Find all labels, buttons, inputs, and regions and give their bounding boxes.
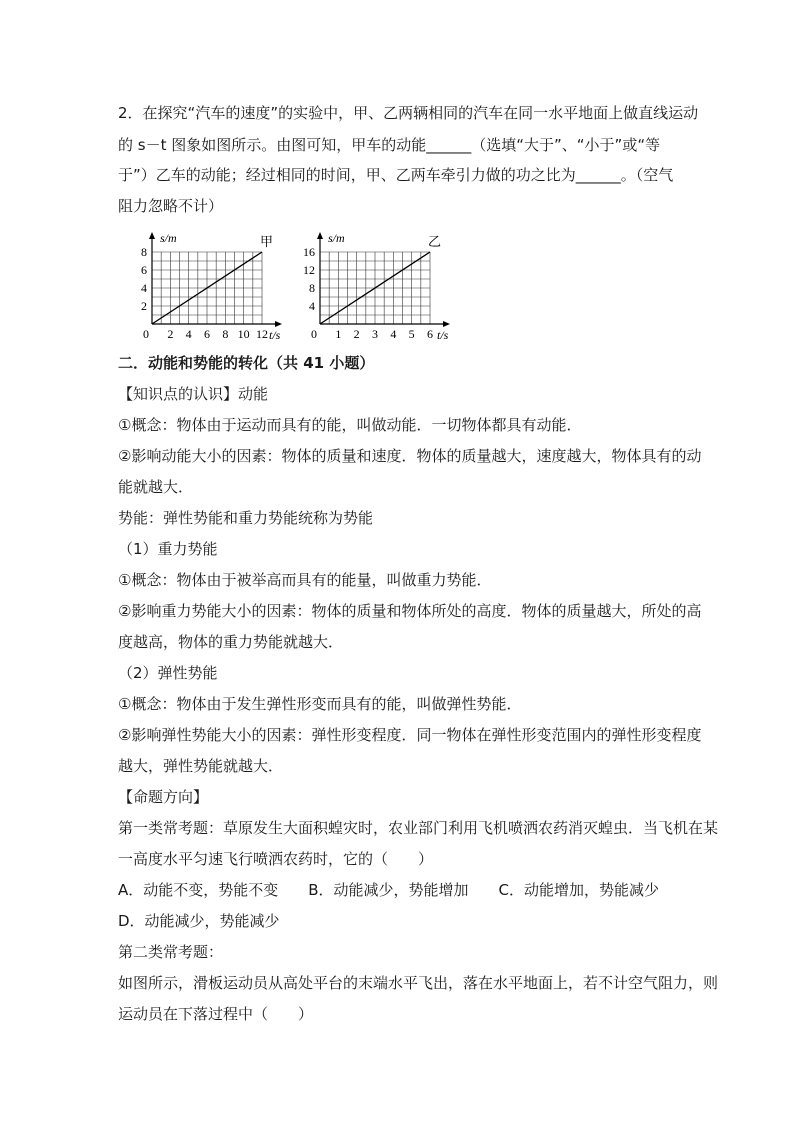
question-line-3: 于”）乙车的动能；经过相同的时间，甲、乙两车牵引力做的功之比为______。（空气 xyxy=(118,166,674,184)
section-line: （2）弹性势能 xyxy=(118,664,218,682)
graph-yi-y-arrow xyxy=(317,232,323,239)
section-line: 运动员在下落过程中（ ） xyxy=(118,1005,314,1023)
section-line: 【命题方向】 xyxy=(118,788,209,806)
graph-jia-x-tick: 8 xyxy=(222,327,229,341)
section-line: 能就越大． xyxy=(118,478,194,496)
graph-yi-xlabel: t/s xyxy=(437,328,449,342)
section-line: （1）重力势能 xyxy=(118,540,218,558)
graph-jia-y-tick: 4 xyxy=(141,281,147,295)
graph-yi-x-arrow xyxy=(443,321,450,327)
option-line: A．动能不变，势能不变 B．动能减少，势能增加 C．动能增加，势能减少 xyxy=(118,881,660,899)
graph-jia-x-tick: 6 xyxy=(204,327,210,341)
section-line: ②影响重力势能大小的因素：物体的质量和物体所处的高度．物体的质量越大，所处的高 xyxy=(118,602,702,620)
graph-jia-y-arrow xyxy=(149,232,155,239)
option-line: D．动能减少，势能减少 xyxy=(118,912,280,930)
question-line-4: 阻力忽略不计） xyxy=(118,197,224,215)
graph-jia-x-tick: 2 xyxy=(167,327,174,341)
graph-yi-y-tick: 12 xyxy=(303,263,315,277)
graph-jia-x-tick: 12 xyxy=(256,327,268,341)
graph-jia-x-arrow xyxy=(275,321,282,327)
section-line: 【知识点的认识】动能 xyxy=(118,385,269,403)
graph-yi-y-tick: 16 xyxy=(303,245,315,259)
section-line: ②影响弹性势能大小的因素：弹性形变程度．同一物体在弹性形变范围内的弹性形变程度 xyxy=(118,726,702,744)
graph-jia-x-tick: 10 xyxy=(237,327,250,341)
graph-yi-x-tick: 5 xyxy=(408,327,415,341)
section-line: 一高度水平匀速飞行喷洒农药时，它的（ ） xyxy=(118,850,434,868)
section-line: ①概念：物体由于运动而具有的能，叫做动能．一切物体都具有动能． xyxy=(118,416,582,434)
graph-jia-y-tick: 6 xyxy=(141,263,147,277)
graph-yi xyxy=(298,228,458,346)
graph-yi-x-tick: 4 xyxy=(390,327,397,341)
graph-jia-name: 甲 xyxy=(260,235,274,250)
graph-jia-y-tick: 8 xyxy=(141,245,147,259)
graph-jia xyxy=(130,228,290,346)
graph-yi-x-tick: 1 xyxy=(335,327,342,341)
section-line: ①概念：物体由于发生弹性形变而具有的能，叫做弹性势能． xyxy=(118,695,522,713)
section-line: 度越高，物体的重力势能就越大． xyxy=(118,633,344,651)
graph-yi-x-tick: 6 xyxy=(427,327,433,341)
section-line: 第一类常考题：草原发生大面积蝗灾时，农业部门利用飞机喷洒农药消灭蝗虫．当飞机在某 xyxy=(118,819,719,837)
graph-yi-x-tick: 2 xyxy=(353,327,360,341)
graph-yi-y-tick: 4 xyxy=(309,299,315,313)
question-line-2: 的 s－t 图象如图所示。由图可知，甲车的动能______（选填“大于”、“小于”或“等 xyxy=(118,136,661,154)
graph-jia-x-tick: 0 xyxy=(143,327,149,341)
graph-yi-ylabel: s/m xyxy=(328,231,345,245)
section-line: 第二类常考题： xyxy=(118,943,224,961)
section-line: 越大，弹性势能就越大． xyxy=(118,757,284,775)
section-line: 势能：弹性势能和重力势能统称为势能 xyxy=(118,509,374,527)
section-line: ①概念：物体由于被举高而具有的能量，叫做重力势能． xyxy=(118,571,492,589)
graph-yi-y-tick: 8 xyxy=(309,281,315,295)
section-line: 如图所示，滑板运动员从高处平台的末端水平飞出，落在水平地面上，若不计空气阻力，则 xyxy=(118,974,719,992)
graph-yi-x-tick: 3 xyxy=(372,327,378,341)
graph-jia-y-tick: 2 xyxy=(141,299,147,313)
graph-yi-name: 乙 xyxy=(428,235,442,250)
section-line: ②影响动能大小的因素：物体的质量和速度．物体的质量越大，速度越大，物体具有的动 xyxy=(118,447,702,465)
graph-yi-x-tick: 0 xyxy=(311,327,317,341)
graph-jia-x-tick: 4 xyxy=(185,327,192,341)
section-heading: 二．动能和势能的转化（共 41 小题） xyxy=(118,354,375,372)
graph-jia-xlabel: t/s xyxy=(269,328,281,342)
graph-jia-ylabel: s/m xyxy=(160,231,177,245)
question-line-1: 2．在探究“汽车的速度”的实验中，甲、乙两辆相同的汽车在同一水平地面上做直线运动 xyxy=(118,104,699,122)
